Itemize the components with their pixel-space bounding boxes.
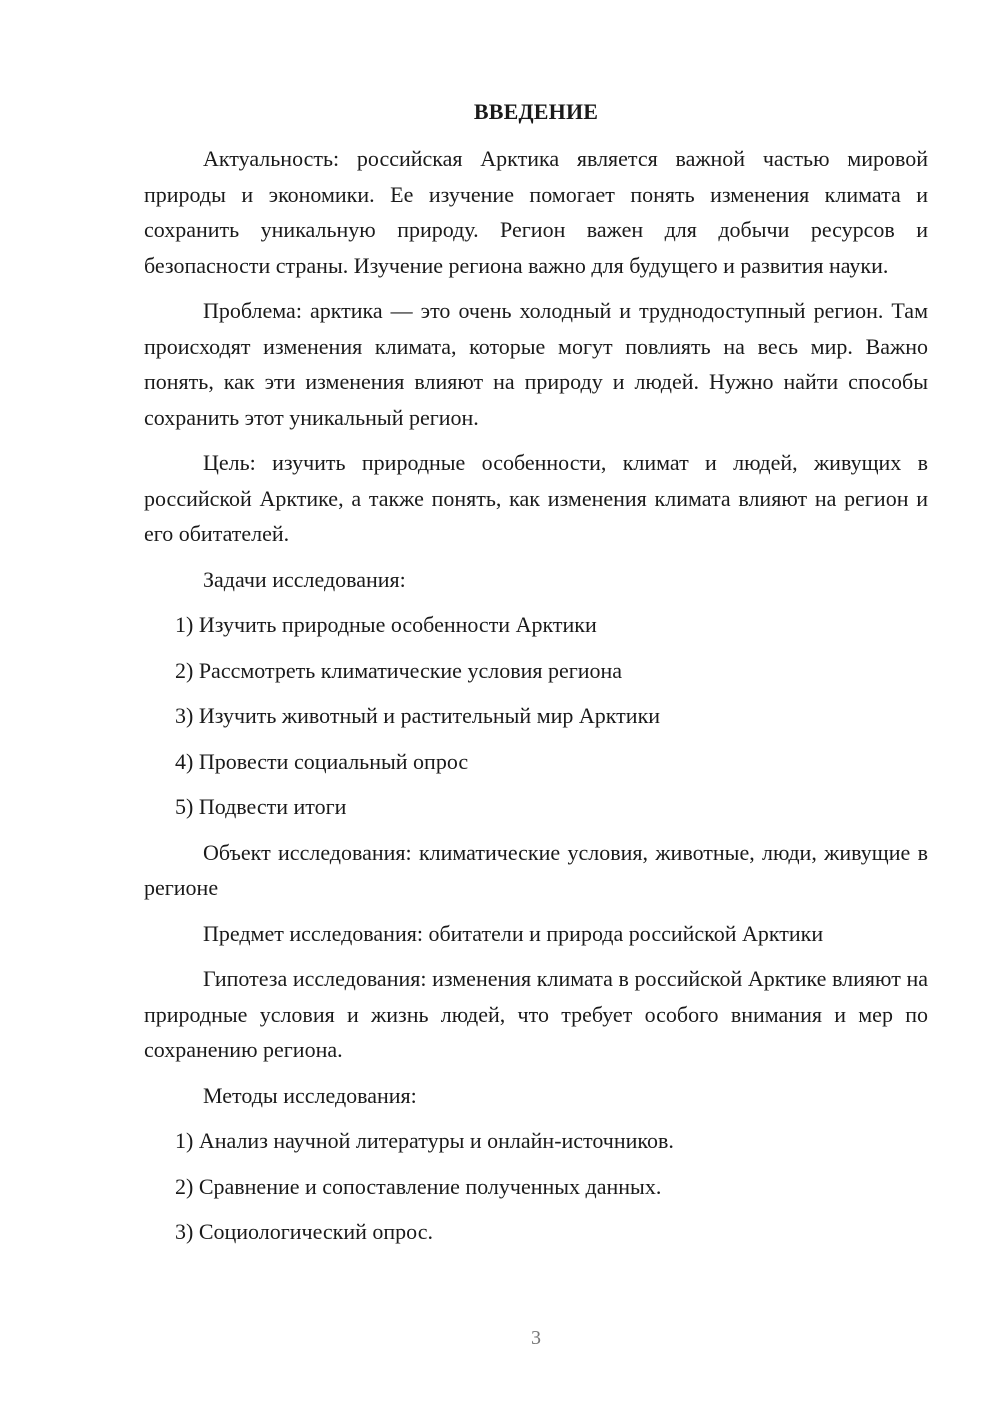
task-item: 5) Подвести итоги: [175, 794, 347, 819]
method-item: 2) Сравнение и сопоставление полученных данных.: [175, 1173, 662, 1199]
object-paragraph: Объект исследования: климатические условия, животные, люди, живущие в регионе: [144, 839, 928, 900]
subject-paragraph: Предмет исследования: обитатели и природа российской Арктики: [203, 920, 824, 946]
document-body: [144, 141, 928, 1250]
task-item: 2) Рассмотреть климатические условия региона: [175, 657, 623, 683]
method-item: 3) Социологический опрос.: [175, 1219, 433, 1244]
section-title: ВВЕДЕНИЕ: [473, 99, 599, 124]
method-item: 1) Анализ научной литературы и онлайн-источников.: [175, 1128, 674, 1153]
page-number: 3: [531, 1327, 541, 1349]
methods-heading: Методы исследования:: [203, 1082, 417, 1108]
relevance-paragraph: Актуальность: российская Арктика является важной частью мировой природы и экономики. Ее изучение помогает понять изменения климата и сохранить уникальную природу. Регион важен для добычи ресурсов и безопасности страны. Изучение региона важно для будущего и развития науки.: [144, 146, 928, 278]
problem-paragraph: Проблема: арктика — это очень холодный и труднодоступный регион. Там происходят изменения климата, которые могут повлиять на весь мир. Важно понять, как эти изменения влияют на природу и людей. Нужно найти способы сохранить этот уникальный регион.: [144, 298, 928, 430]
hypothesis-paragraph: Гипотеза исследования: изменения климата в российской Арктике влияют на природные условия и жизнь людей, что требует особого внимания и мер по сохранению региона.: [144, 966, 928, 1062]
tasks-heading: Задачи исследования:: [203, 566, 406, 592]
task-item: 1) Изучить природные особенности Арктики: [175, 612, 597, 637]
goal-paragraph: Цель: изучить природные особенности, климат и людей, живущих в российской Арктике, а также понять, как изменения климата влияют на регион и его обитателей.: [144, 450, 928, 546]
task-item: 3) Изучить животный и растительный мир Арктики: [175, 703, 661, 728]
task-item: 4) Провести социальный опрос: [175, 748, 469, 774]
